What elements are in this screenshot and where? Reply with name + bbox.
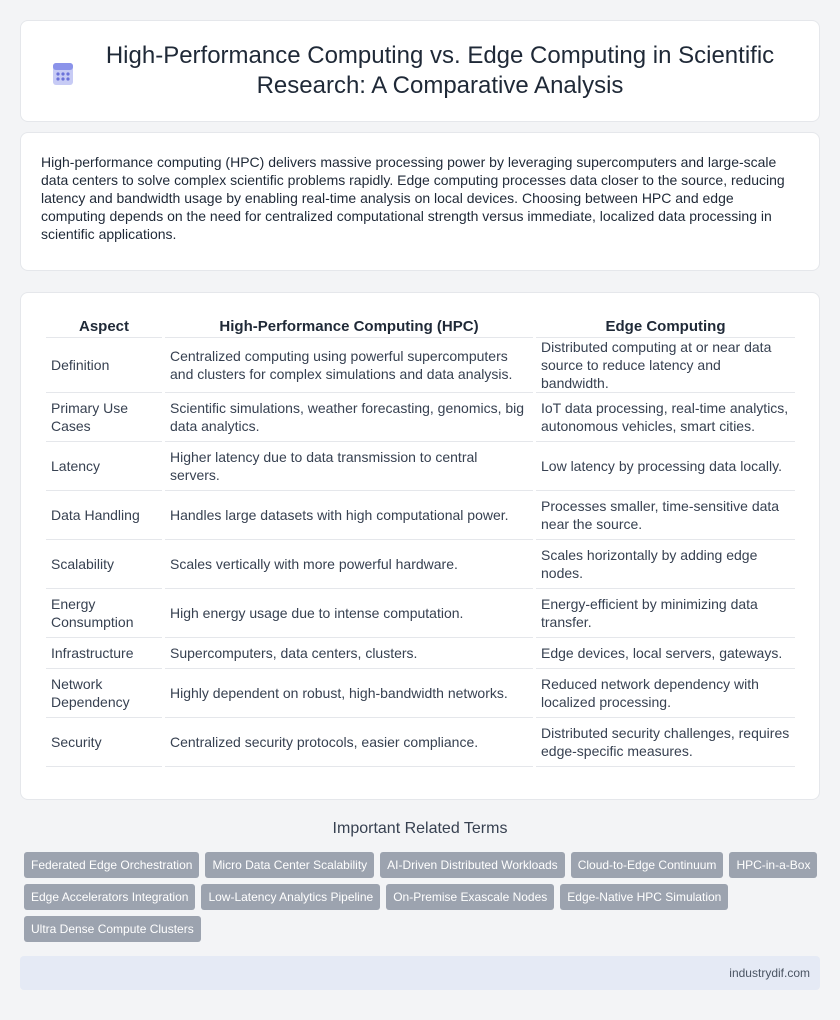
header-edge: Edge Computing	[536, 313, 795, 338]
related-terms-list	[24, 852, 824, 942]
intro-text: High-performance computing (HPC) delivers massive processing power by leveraging supercomputers and large-scale data centers to solve complex scientific problems rapidly. Edge computing processes data closer to the source, reducing latency and bandwidth usage by enabling real-time analysis on local devices. Choosing between HPC and edge computing depends on the need for centralized computational strength versus immediate, localized data processing in scientific applications.	[41, 154, 785, 242]
term-tag[interactable]: Ultra Dense Compute Clusters	[24, 916, 201, 942]
comparison-table	[43, 313, 798, 767]
table-row	[46, 491, 795, 540]
table-row	[46, 393, 795, 442]
cell-hpc: Centralized computing using powerful supercomputers and clusters for complex simulations and data analysis.	[165, 338, 533, 393]
cell-aspect: Scalability	[46, 540, 162, 589]
header-aspect: Aspect	[46, 313, 162, 338]
cell-edge: Distributed computing at or near data source to reduce latency and bandwidth.	[536, 338, 795, 393]
footer	[20, 956, 820, 990]
title-card	[20, 20, 820, 122]
cell-edge: Distributed security challenges, requires edge-specific measures.	[536, 718, 795, 767]
cell-hpc: Centralized security protocols, easier compliance.	[165, 718, 533, 767]
term-tag[interactable]: Micro Data Center Scalability	[205, 852, 374, 878]
cell-edge: Edge devices, local servers, gateways.	[536, 638, 795, 669]
table-row	[46, 338, 795, 393]
term-tag[interactable]: On-Premise Exascale Nodes	[386, 884, 554, 910]
cell-aspect: Definition	[46, 338, 162, 393]
cell-hpc: Scientific simulations, weather forecasting, genomics, big data analytics.	[165, 393, 533, 442]
comparison-table-card	[20, 292, 820, 800]
cell-edge: Reduced network dependency with localized processing.	[536, 669, 795, 718]
cell-edge: Scales horizontally by adding edge nodes.	[536, 540, 795, 589]
cell-hpc: Handles large datasets with high computational power.	[165, 491, 533, 540]
cell-aspect: Latency	[46, 442, 162, 491]
cell-aspect: Primary Use Cases	[46, 393, 162, 442]
cell-hpc: High energy usage due to intense computation.	[165, 589, 533, 638]
table-header-row	[46, 313, 795, 338]
related-terms-title: Important Related Terms	[332, 820, 508, 837]
term-tag[interactable]: Edge-Native HPC Simulation	[560, 884, 728, 910]
footer-site[interactable]: industrydif.com	[729, 966, 810, 980]
table-row	[46, 442, 795, 491]
cell-aspect: Security	[46, 718, 162, 767]
cell-edge: Energy-efficient by minimizing data transfer.	[536, 589, 795, 638]
cell-aspect: Data Handling	[46, 491, 162, 540]
page-title: High-Performance Computing vs. Edge Computing in Scientific Research: A Comparative Analysis	[105, 42, 775, 99]
table-row	[46, 540, 795, 589]
table-row	[46, 638, 795, 669]
table-row	[46, 718, 795, 767]
intro-card	[20, 132, 820, 271]
term-tag[interactable]: Edge Accelerators Integration	[24, 884, 195, 910]
header-hpc: High-Performance Computing (HPC)	[165, 313, 533, 338]
cell-aspect: Network Dependency	[46, 669, 162, 718]
table-row	[46, 589, 795, 638]
cell-hpc: Higher latency due to data transmission to central servers.	[165, 442, 533, 491]
term-tag[interactable]: Low-Latency Analytics Pipeline	[201, 884, 380, 910]
cell-hpc: Scales vertically with more powerful hardware.	[165, 540, 533, 589]
table-row	[46, 669, 795, 718]
cell-aspect: Infrastructure	[46, 638, 162, 669]
term-tag[interactable]: Federated Edge Orchestration	[24, 852, 199, 878]
cell-hpc: Highly dependent on robust, high-bandwidth networks.	[165, 669, 533, 718]
term-tag[interactable]: HPC-in-a-Box	[729, 852, 817, 878]
cell-edge: Processes smaller, time-sensitive data near the source.	[536, 491, 795, 540]
term-tag[interactable]: AI-Driven Distributed Workloads	[380, 852, 565, 878]
cell-edge: IoT data processing, real-time analytics, autonomous vehicles, smart cities.	[536, 393, 795, 442]
cell-hpc: Supercomputers, data centers, clusters.	[165, 638, 533, 669]
calculator-icon	[50, 61, 76, 87]
cell-edge: Low latency by processing data locally.	[536, 442, 795, 491]
term-tag[interactable]: Cloud-to-Edge Continuum	[571, 852, 724, 878]
cell-aspect: Energy Consumption	[46, 589, 162, 638]
